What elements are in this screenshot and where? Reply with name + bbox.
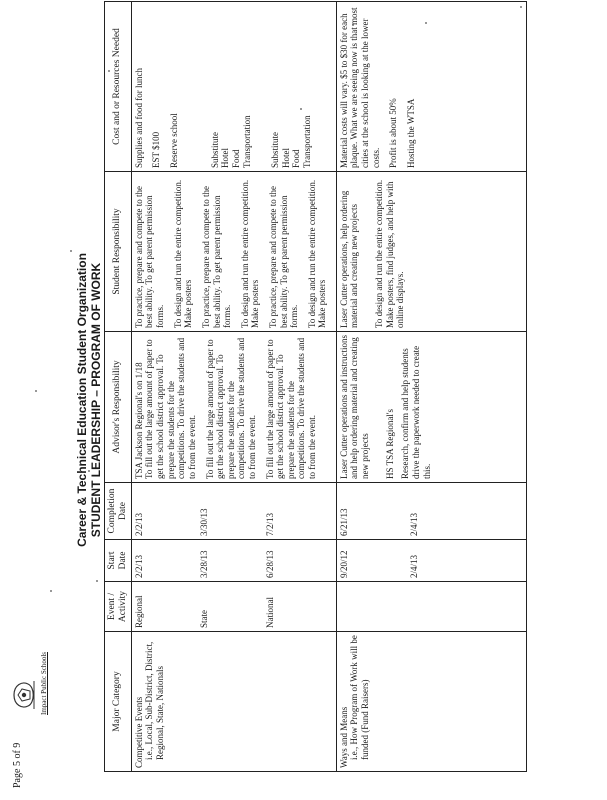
start-date: 3/28/13 [199, 550, 210, 578]
student-text: To design and run the entire competition. Make posters [172, 179, 194, 328]
advisor-text: To fill out the large amount of paper to get the school district approval. To prepare the students for the competitions. To drive the students and to from the event. [144, 337, 197, 479]
document-subtitle: STUDENT LEADERSHIP – PROGRAM OF WORK [89, 262, 103, 538]
table-row [336, 2, 526, 772]
category-cell [131, 632, 336, 772]
event-item: National [265, 597, 276, 628]
advisor-text: To fill out the large amount of paper to get the school district approval. To prepare the students for the competitions. To drive the students and to from the event. [204, 337, 257, 479]
student-text: To practice, prepare and compete to the best ability. To get parent permission forms. [200, 185, 233, 328]
student-text: To design and run the entire competition. Make posters [239, 179, 261, 328]
completion-date: 2/4/13 [409, 512, 420, 536]
completion-date: 3/30/13 [199, 508, 210, 536]
advisor-cell [336, 332, 526, 483]
cost-text: Hotel [220, 148, 231, 168]
student-cell [336, 172, 526, 332]
start-date: 2/4/13 [409, 554, 420, 578]
start-date-cell [131, 540, 336, 582]
student-cell [131, 172, 336, 332]
student-text: To practice, prepare and compete to the best ability. To get parent permission forms. [267, 185, 300, 328]
cost-text: Transportation [241, 115, 252, 168]
cost-text: Reserve school [169, 113, 180, 168]
student-text: To design and run the entire competition. Make posters, find judges, and help with online displays. [374, 179, 406, 328]
event-item: State [199, 610, 210, 628]
school-logo [10, 652, 52, 715]
event-cell [131, 582, 336, 632]
cost-text: Material costs will vary. $5 to $30 for each plaque. What we are seeing now is that most cities at the school is looking at the lower costs. [338, 7, 381, 168]
cost-cell [336, 2, 526, 172]
header-start-date: Start Date [105, 540, 132, 582]
table-header-row [105, 2, 132, 772]
start-date: 2/2/13 [133, 554, 144, 578]
header-advisor-responsibility: Advisor's Responsibility [105, 332, 132, 483]
completion-date-cell [336, 483, 526, 540]
start-date: 9/20/12 [338, 550, 349, 578]
cost-text: EST $100 [151, 131, 162, 168]
cost-text: Food [291, 149, 302, 168]
category-title: Competitive Events [133, 696, 144, 768]
student-text: To practice, prepare and compete to the best ability. To get parent permission forms. [133, 185, 166, 328]
category-subtitle: i.e., How Program of Work will be funded (Fund Raisers) [349, 635, 371, 760]
category-title: Ways and Means [338, 706, 349, 768]
header-completion-date: Completion Date [105, 483, 132, 540]
completion-date-cell [131, 483, 336, 540]
completion-date: 6/21/13 [338, 508, 349, 536]
event-item: Regional [133, 595, 144, 628]
completion-date: 2/2/13 [133, 512, 144, 536]
cost-text: Hotel [280, 148, 291, 168]
page-footer: Page 5 of 9 [12, 742, 23, 788]
advisor-text: Laser Cutter operations and instructions and help ordering material and creating new projects [338, 335, 371, 479]
category-subtitle: i.e., Local, Sub-District, District, Regional, State, Nationals [144, 641, 166, 760]
cost-text: Substitute [270, 131, 281, 168]
advisor-text: To fill out the large amount of paper to get the school district approval. To prepare the students for the competitions. To drive the students and to from the event. [264, 337, 317, 479]
category-cell [336, 632, 526, 772]
header-event-activity: Event / Activity [105, 582, 132, 632]
document-title: Career & Technical Education Student Organization [75, 253, 89, 547]
cost-text: Hosting the WTSA [405, 98, 416, 168]
header-student-responsibility: Student Responsibility [105, 172, 132, 332]
program-of-work-table [104, 1, 527, 772]
header-cost-resources: Cost and or Resources Needed [105, 2, 132, 172]
cost-text: Food [230, 149, 241, 168]
advisor-text: TSA Jackson Regional's on 1/18 [133, 362, 144, 479]
header-major-category: Major Category [105, 632, 132, 772]
completion-date: 7/2/13 [265, 512, 276, 536]
event-cell [336, 582, 526, 632]
cost-text: Profit is about 50% [388, 98, 399, 168]
start-date: 6/28/13 [265, 550, 276, 578]
cost-text: Transportation [301, 115, 312, 168]
student-text: To design and run the entire competition. Make posters [306, 179, 328, 328]
start-date-cell [336, 540, 526, 582]
table-row [131, 2, 336, 772]
school-logo-icon [10, 675, 40, 715]
logo-text: Impact Public Schools [40, 652, 48, 715]
cost-text: Substitute [209, 131, 220, 168]
advisor-text: HS TSA Regional's [384, 409, 395, 479]
student-text: Laser Cutter operations, help ordering material and creating new projects [338, 190, 360, 328]
advisor-cell [131, 332, 336, 483]
cost-text: Supplies and food for lunch [133, 68, 144, 168]
cost-cell [131, 2, 336, 172]
advisor-text: Research, confirm and help students drive the paperwork needed to create this. [400, 345, 432, 479]
